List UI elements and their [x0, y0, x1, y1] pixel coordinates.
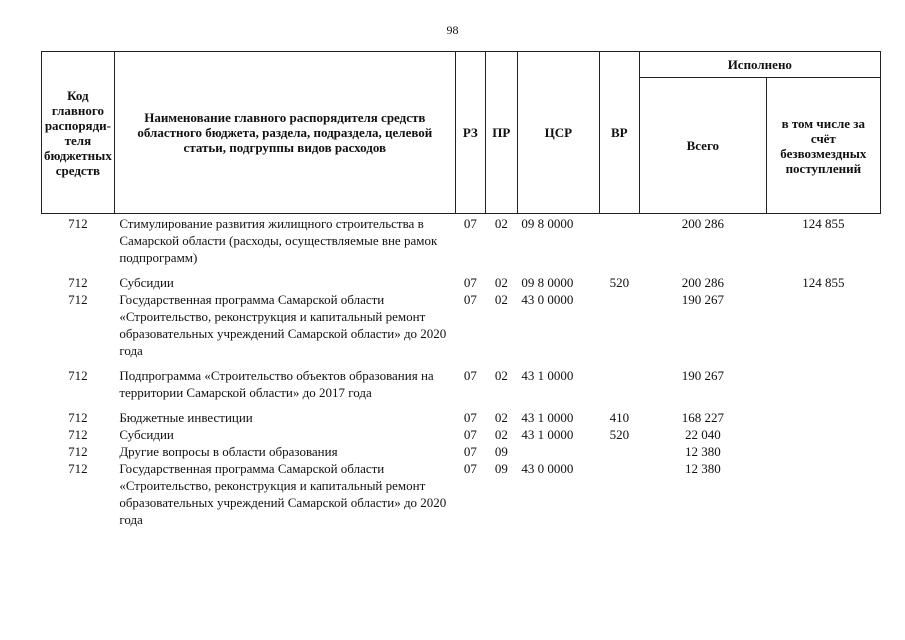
- cell-vr: [599, 367, 639, 409]
- table-body: [42, 214, 881, 529]
- cell-pr: 02: [494, 275, 508, 290]
- cell-rz: 07: [463, 410, 477, 425]
- cell-csr: 09 8 0000: [521, 275, 574, 290]
- cell-pr: 02: [494, 410, 508, 425]
- cell-vr: 520: [609, 275, 630, 290]
- cell-rz: 07: [463, 444, 477, 459]
- table-row: [42, 460, 881, 528]
- cell-rz: 07: [463, 275, 477, 290]
- cell-code: 712: [68, 444, 88, 459]
- cell-total: 22 040: [684, 427, 721, 442]
- cell-total: 12 380: [684, 444, 721, 459]
- cell-name: Подпрограмма «Строительство объектов образования на территории Самарской области» до 2017 года: [119, 368, 434, 400]
- cell-name: Государственная программа Самарской области «Строительство, реконструкция и капитальный ремонт образовательных учреждений Самарской области» до 2020 года: [119, 292, 447, 358]
- cell-vr: [599, 214, 639, 275]
- cell-total: 200 286: [681, 275, 724, 290]
- cell-code: 712: [68, 216, 88, 231]
- cell-pr: 02: [494, 292, 508, 307]
- table-row: [42, 214, 881, 275]
- table-row: [42, 274, 881, 291]
- cell-name: Субсидии: [119, 427, 174, 442]
- cell-csr: 43 0 0000: [521, 461, 574, 476]
- cell-pr: 02: [494, 216, 508, 231]
- cell-code: 712: [68, 292, 88, 307]
- cell-name: Субсидии: [119, 275, 174, 290]
- header-vr: ВР: [599, 52, 639, 214]
- cell-total: 200 286: [681, 216, 724, 231]
- table-row: [42, 409, 881, 426]
- cell-name: Государственная программа Самарской области «Строительство, реконструкция и капитальный ремонт образовательных учреждений Самарской области» до 2020 года: [119, 461, 447, 527]
- cell-rz: 07: [463, 292, 477, 307]
- cell-vr: [599, 443, 639, 460]
- table-row: [42, 443, 881, 460]
- cell-total: 168 227: [681, 410, 724, 425]
- cell-free: [766, 367, 880, 409]
- cell-pr: 09: [494, 444, 508, 459]
- cell-pr: 09: [494, 461, 508, 476]
- cell-free: [766, 291, 880, 367]
- cell-total: 190 267: [681, 292, 724, 307]
- header-code: Код главного распоряди-теля бюджетных средств: [42, 52, 115, 214]
- table-row: [42, 291, 881, 367]
- cell-free: [766, 426, 880, 443]
- cell-name: Бюджетные инвестиции: [119, 410, 253, 425]
- header-name: Наименование главного распорядителя средств областного бюджета, раздела, подраздела, целевой статьи, подгруппы видов расходов: [114, 52, 455, 214]
- cell-total: 12 380: [684, 461, 721, 476]
- cell-pr: 02: [494, 368, 508, 383]
- cell-free: [766, 443, 880, 460]
- table-header: [42, 52, 881, 214]
- cell-code: 712: [68, 368, 88, 383]
- cell-vr: 410: [609, 410, 630, 425]
- header-rz: РЗ: [455, 52, 485, 214]
- cell-csr: [517, 443, 599, 460]
- cell-csr: 43 0 0000: [521, 292, 574, 307]
- cell-code: 712: [68, 410, 88, 425]
- cell-vr: [599, 460, 639, 528]
- budget-table: [41, 51, 881, 528]
- cell-csr: 43 1 0000: [521, 410, 574, 425]
- header-pr: ПР: [485, 52, 517, 214]
- table-row: [42, 367, 881, 409]
- header-total: Всего: [639, 78, 766, 214]
- cell-name: Стимулирование развития жилищного строительства в Самарской области (расходы, осуществляемые вне рамок подпрограмм): [119, 216, 438, 265]
- cell-csr: 43 1 0000: [521, 368, 574, 383]
- cell-free: 124 855: [802, 216, 845, 231]
- cell-csr: 09 8 0000: [521, 216, 574, 231]
- cell-csr: 43 1 0000: [521, 427, 574, 442]
- cell-free: 124 855: [802, 275, 845, 290]
- cell-free: [766, 409, 880, 426]
- cell-code: 712: [68, 275, 88, 290]
- cell-name: Другие вопросы в области образования: [119, 444, 338, 459]
- header-csr: ЦСР: [517, 52, 599, 214]
- table-row: [42, 426, 881, 443]
- cell-code: 712: [68, 461, 88, 476]
- header-executed: Исполнено: [639, 52, 880, 78]
- cell-vr: [599, 291, 639, 367]
- page-number: 98: [446, 23, 459, 37]
- cell-rz: 07: [463, 368, 477, 383]
- cell-total: 190 267: [681, 368, 724, 383]
- cell-pr: 02: [494, 427, 508, 442]
- cell-rz: 07: [463, 427, 477, 442]
- cell-code: 712: [68, 427, 88, 442]
- cell-rz: 07: [463, 216, 477, 231]
- cell-vr: 520: [609, 427, 630, 442]
- cell-rz: 07: [463, 461, 477, 476]
- cell-free: [766, 460, 880, 528]
- header-free: в том числе за счёт безвозмездных поступлений: [766, 78, 880, 214]
